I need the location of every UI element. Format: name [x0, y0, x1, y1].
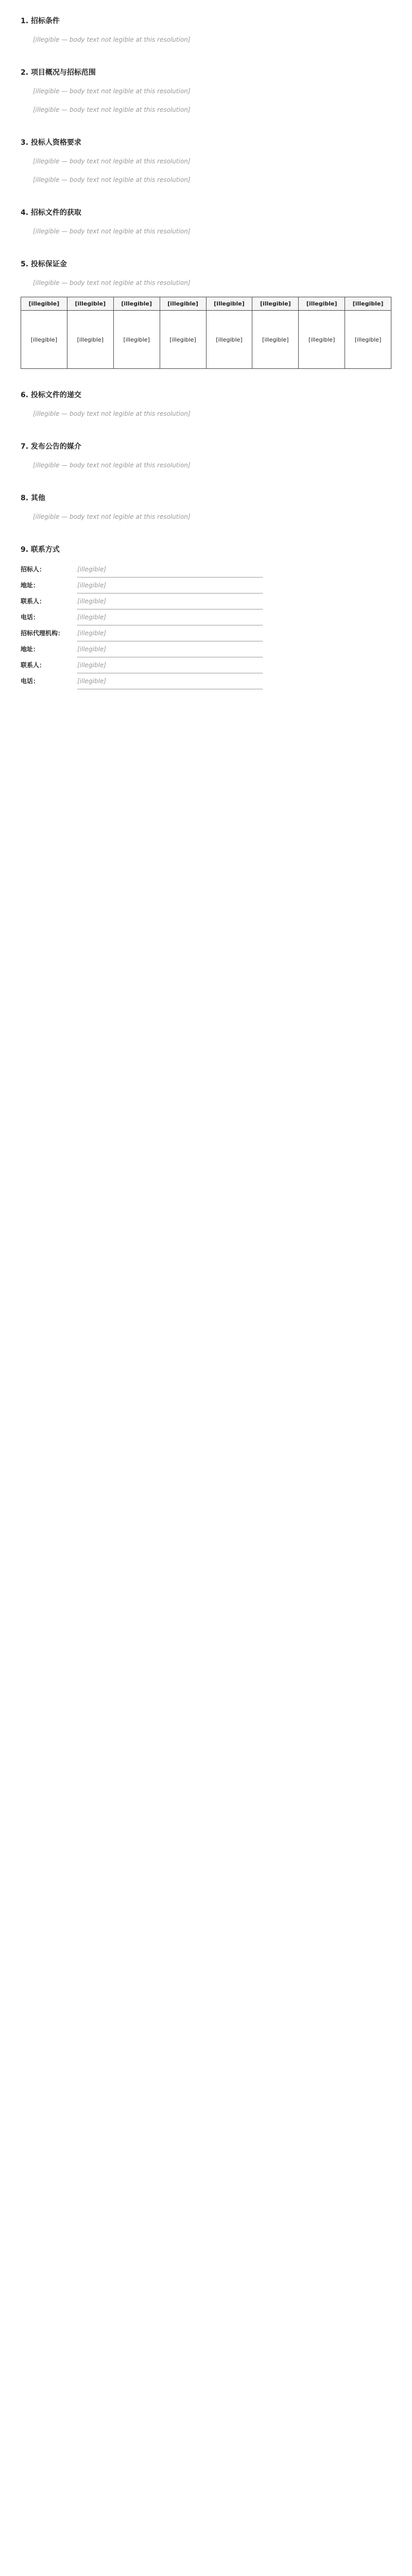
- contact-label: 电话：: [21, 614, 40, 621]
- section-title: 4. 招标文件的获取: [21, 209, 81, 217]
- table-cell: [illegible]: [299, 311, 345, 369]
- section-3: [21, 137, 391, 187]
- contact-value: [illegible]: [77, 578, 263, 594]
- section-paragraph: [illegible — body text not legible at this resolution]: [33, 176, 191, 183]
- table-cell: [illegible]: [206, 311, 252, 369]
- contact-title: 9. 联系方式: [21, 546, 60, 554]
- section-6: [21, 389, 391, 420]
- contact-section: [21, 544, 391, 689]
- contact-row: [21, 657, 391, 673]
- contact-value: [illegible]: [77, 625, 263, 641]
- section-title: 8. 其他: [21, 494, 45, 502]
- table-header-cell: [illegible]: [299, 297, 345, 311]
- section-title: 7. 发布公告的媒介: [21, 443, 81, 451]
- contact-value: [illegible]: [77, 673, 263, 689]
- contact-label: 招标代理机构：: [21, 630, 64, 637]
- section-paragraph: [illegible — body text not legible at this resolution]: [33, 158, 191, 165]
- section-title: 1. 招标条件: [21, 17, 60, 25]
- section-paragraph: [illegible — body text not legible at this resolution]: [33, 228, 191, 235]
- contact-row: [21, 673, 391, 689]
- section-title: 3. 投标人资格要求: [21, 139, 81, 147]
- contact-rows: [21, 562, 391, 689]
- contact-label: 联系人：: [21, 598, 46, 605]
- contact-label: 联系人：: [21, 662, 46, 669]
- section-paragraph: [illegible — body text not legible at this resolution]: [33, 106, 191, 113]
- table-cell: [illegible]: [113, 311, 160, 369]
- section-title: 5. 投标保证金: [21, 260, 67, 268]
- contact-row: [21, 641, 391, 657]
- document-page: [21, 15, 391, 710]
- table-cell: [illegible]: [252, 311, 299, 369]
- section-paragraph: [illegible — body text not legible at this resolution]: [33, 88, 191, 95]
- table-header-cell: [illegible]: [206, 297, 252, 311]
- section-title: 2. 项目概况与招标范围: [21, 69, 96, 77]
- table-header-cell: [illegible]: [21, 297, 67, 311]
- contact-value: [illegible]: [77, 609, 263, 625]
- section-5: [21, 259, 391, 369]
- section-8: [21, 493, 391, 523]
- section-paragraph: [illegible — body text not legible at this resolution]: [33, 410, 191, 417]
- section-title: 6. 投标文件的递交: [21, 391, 81, 399]
- info-table-wrap: [21, 297, 391, 369]
- table-header-cell: [illegible]: [252, 297, 299, 311]
- section-4: [21, 207, 391, 238]
- contact-label: 招标人：: [21, 566, 46, 573]
- contact-label: 地址：: [21, 582, 40, 589]
- contact-value: [illegible]: [77, 657, 263, 673]
- section-paragraph: [illegible — body text not legible at this resolution]: [33, 279, 191, 286]
- info-table: [21, 297, 391, 369]
- contact-label: 地址：: [21, 646, 40, 653]
- contact-value: [illegible]: [77, 562, 263, 578]
- contact-row: [21, 578, 391, 594]
- table-row: [21, 311, 391, 369]
- table-cell: [illegible]: [21, 311, 67, 369]
- contact-value: [illegible]: [77, 641, 263, 657]
- section-7: [21, 441, 391, 472]
- table-header-cell: [illegible]: [345, 297, 391, 311]
- table-cell: [illegible]: [67, 311, 113, 369]
- contact-row: [21, 625, 391, 641]
- document-sections: [21, 15, 391, 523]
- section-1: [21, 15, 391, 46]
- contact-value: [illegible]: [77, 594, 263, 609]
- table-cell: [illegible]: [345, 311, 391, 369]
- section-paragraph: [illegible — body text not legible at this resolution]: [33, 462, 191, 469]
- table-cell: [illegible]: [160, 311, 206, 369]
- contact-row: [21, 594, 391, 609]
- section-paragraph: [illegible — body text not legible at this resolution]: [33, 513, 191, 520]
- table-header-cell: [illegible]: [113, 297, 160, 311]
- contact-label: 电话：: [21, 677, 40, 685]
- table-header-cell: [illegible]: [160, 297, 206, 311]
- contact-row: [21, 562, 391, 578]
- table-header-cell: [illegible]: [67, 297, 113, 311]
- contact-row: [21, 609, 391, 625]
- section-paragraph: [illegible — body text not legible at this resolution]: [33, 36, 191, 43]
- section-2: [21, 67, 391, 116]
